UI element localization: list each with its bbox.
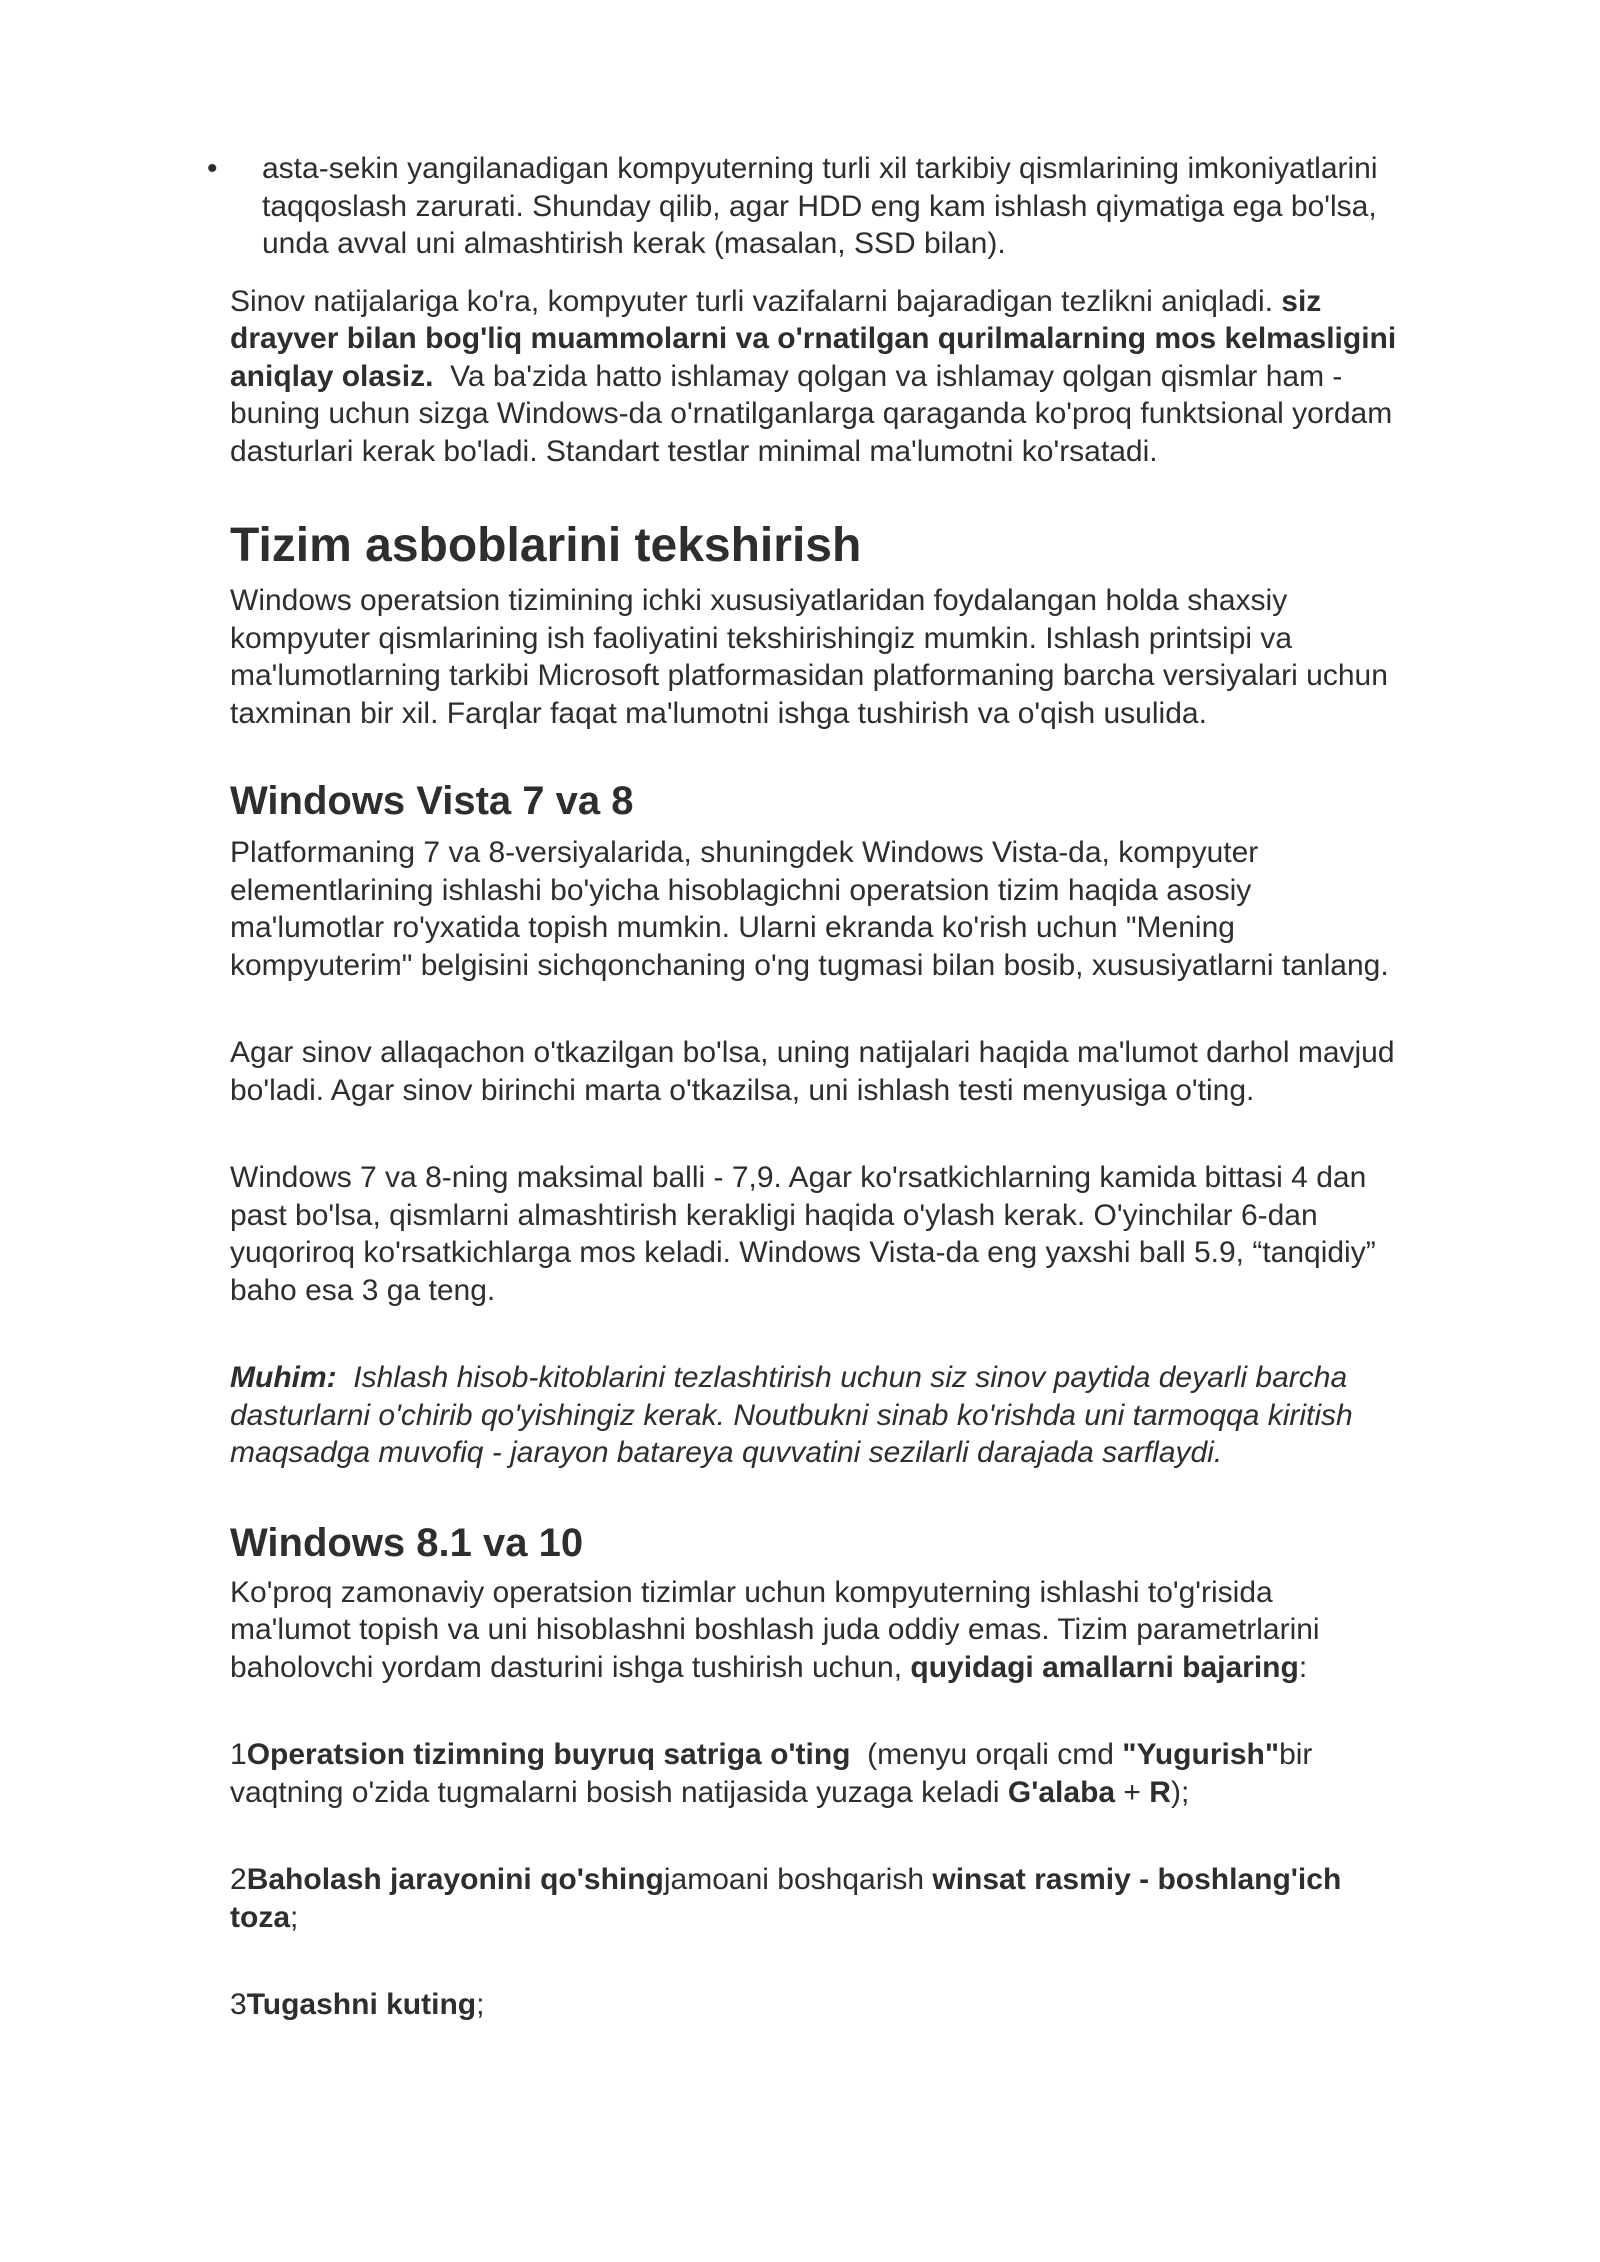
paragraph-text: ma'lumotlarning tarkibi Microsoft platformasidan platformaning barcha versiyalari uchun <box>230 659 1388 692</box>
note-text: Ishlash hisob-kitoblarini tezlashtirish uchun siz sinov paytida deyarli barcha <box>336 1361 1348 1394</box>
step-text: bir <box>1279 1738 1313 1771</box>
bullet-dot-icon: • <box>207 152 218 185</box>
section-heading: Tizim asboblarini tekshirish <box>230 519 862 572</box>
note-label: Muhim: <box>230 1361 337 1394</box>
paragraph-text: dasturlari kerak bo'ladi. Standart testlar minimal ma'lumotni ko'rsatadi. <box>230 434 1158 468</box>
bold-text: toza <box>230 1900 290 1934</box>
note-paragraph <box>230 1359 1500 1472</box>
document-content <box>207 150 1500 2024</box>
bold-text: quyidagi amallarni bajaring <box>910 1650 1299 1684</box>
step-2 <box>230 1861 1500 1936</box>
step-number: 1 <box>230 1738 247 1771</box>
note-text: dasturlarni o'chirib qo'yishingiz kerak. Noutbukni sinab ko'rishda uni tarmoqqa kiritish <box>230 1398 1353 1432</box>
paragraph-text: past bo'lsa, qismlarni almashtirish kerakligi haqida o'ylash kerak. O'yinchilar 6-dan <box>230 1198 1318 1232</box>
bold-text: winsat rasmiy - boshlang'ich <box>932 1863 1342 1896</box>
bullet-list <box>207 150 1500 263</box>
bold-text: siz <box>1281 284 1322 318</box>
paragraph-text: kompyuter qismlarining ish faoliyatini tekshirishingiz mumkin. Ishlash printsipi va <box>230 621 1293 655</box>
paragraph-test-results <box>230 283 1500 471</box>
paragraph-text: : <box>1298 1650 1308 1684</box>
paragraph-text: Windows 7 va 8-ning maksimal balli - 7,9. Agar ko'rsatkichlarning kamida bittasi 4 dan <box>230 1161 1367 1194</box>
subsection-heading: Windows 8.1 va 10 <box>230 1520 584 1565</box>
list-item-text-line: unda avval uni almashtirish kerak (masalan, SSD bilan). <box>262 227 1006 260</box>
note-text: maqsadga muvofiq - jarayon batareya quvvatini sezilarli darajada sarflaydi. <box>230 1436 1223 1469</box>
paragraph-text: ma'lumot topish va uni hisoblashni boshlash juda oddiy emas. Tizim parametrlarini <box>230 1613 1320 1646</box>
paragraph-max-score <box>230 1159 1500 1309</box>
paragraph-text: Platformaning 7 va 8-versiyalarida, shuningdek Windows Vista-da, kompyuter <box>230 836 1259 869</box>
paragraph-text: Ko'proq zamonaviy operatsion tizimlar uchun kompyuterning ishlashi to'g'risida <box>230 1575 1273 1609</box>
paragraph-text: buning uchun sizga Windows-da o'rnatilganlarga qaraganda ko'proq funktsional yordam <box>230 397 1393 430</box>
step-text: jamoani boshqarish <box>663 1863 933 1896</box>
paragraph-test-done <box>230 1034 1500 1109</box>
list-item-text-line: taqqoslash zarurati. Shunday qilib, agar HDD eng kam ishlash qiymatiga ega bo'lsa, <box>262 189 1377 223</box>
paragraph-text: baho esa 3 ga teng. <box>230 1273 496 1307</box>
step-text: ); <box>1170 1775 1190 1809</box>
step-3 <box>230 1986 1500 2024</box>
paragraph-win-8-1-10 <box>230 1574 1500 1687</box>
paragraph-text: elementlarining ishlashi bo'yicha hisoblagichni operatsion tizim haqida asosiy <box>230 873 1252 907</box>
bold-text: Operatsion tizimning buyruq satriga o'ting <box>246 1738 851 1771</box>
bold-text: Baholash jarayonini qo'shing <box>246 1863 664 1896</box>
bold-text: R <box>1149 1775 1171 1809</box>
paragraph-text: ma'lumotlar ro'yxatida topish mumkin. Ularni ekranda ko'rish uchun "Mening <box>230 911 1235 944</box>
paragraph-text: taxminan bir xil. Farqlar faqat ma'lumotni ishga tushirish va o'qish usulida. <box>230 696 1207 730</box>
paragraph-text: baholovchi yordam dasturini ishga tushirish uchun, <box>230 1650 911 1684</box>
step-text: ; <box>290 1900 299 1934</box>
bold-text: drayver bilan bog'liq muammolarni va o'rnatilgan qurilmalarning mos kelmasligini <box>230 322 1397 355</box>
paragraph-vista-7-8 <box>230 834 1500 984</box>
step-text: (menyu orqali cmd <box>850 1738 1123 1771</box>
bold-text: G'alaba <box>1007 1775 1116 1809</box>
paragraph-text: Windows operatsion tizimining ichki xususiyatlaridan foydalangan holda shaxsiy <box>230 584 1288 617</box>
subsection-heading: Windows Vista 7 va 8 <box>230 779 634 823</box>
paragraph-text: Agar sinov allaqachon o'tkazilgan bo'lsa, uning natijalari haqida ma'lumot darhol mavjud <box>230 1036 1395 1069</box>
paragraph-system-tools <box>230 582 1500 732</box>
step-number: 3 <box>230 1988 247 2021</box>
paragraph-text: bo'ladi. Agar sinov birinchi marta o'tkazilsa, uni ishlash testi menyusiga o'ting. <box>230 1073 1255 1107</box>
step-text: + <box>1115 1775 1150 1809</box>
list-item-text-line: asta-sekin yangilanadigan kompyuterning turli xil tarkibiy qismlarining imkoniyatlarini <box>262 152 1378 185</box>
bold-text: Tugashni kuting <box>246 1988 477 2021</box>
step-number: 2 <box>230 1863 247 1896</box>
bold-text: aniqlay olasiz. <box>230 359 434 393</box>
step-text: vaqtning o'zida tugmalarni bosish natijasida yuzaga keladi <box>230 1775 1008 1809</box>
paragraph-text: Va ba'zida hatto ishlamay qolgan va ishlamay qolgan qismlar ham - <box>433 359 1343 393</box>
paragraph-text: kompyuterim" belgisini sichqonchaning o'ng tugmasi bilan bosib, xususiyatlarni tanlang. <box>230 948 1389 982</box>
step-1 <box>230 1736 1500 1811</box>
list-item <box>207 150 1500 263</box>
paragraph-text: yuqoriroq ko'rsatkichlarga mos keladi. Windows Vista-da eng yaxshi ball 5.9, “tanqidiy” <box>230 1236 1376 1269</box>
paragraph-text: Sinov natijalariga ko'ra, kompyuter turli vazifalarni bajaradigan tezlikni aniqladi. <box>230 284 1282 318</box>
step-text: ; <box>476 1988 485 2021</box>
bold-text: "Yugurish" <box>1122 1738 1280 1771</box>
